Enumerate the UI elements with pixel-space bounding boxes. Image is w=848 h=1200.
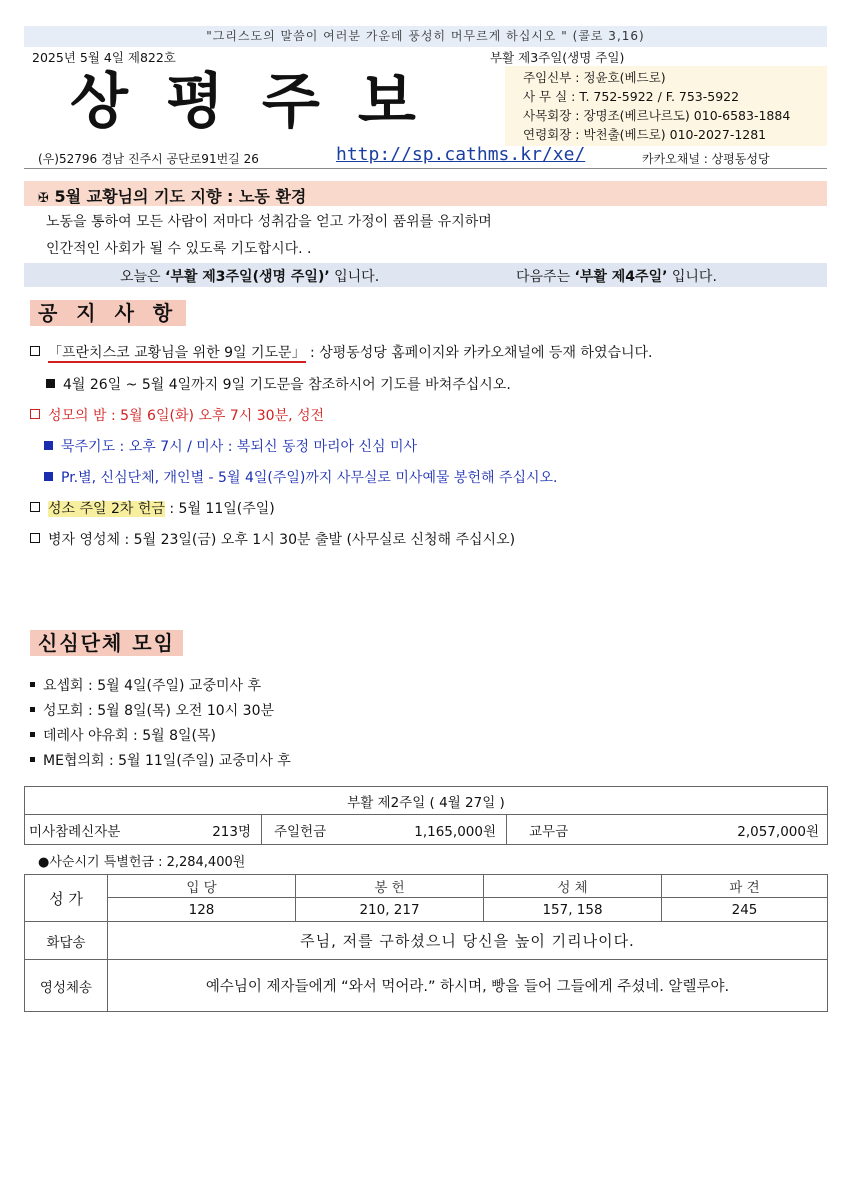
bullet-icon bbox=[44, 441, 53, 450]
notice-marian-sub1: 묵주기도 : 오후 7시 / 미사 : 복되신 동정 마리아 신심 미사 bbox=[44, 436, 417, 456]
intent-title: ✠ 5월 교황님의 기도 지향 : 노동 환경 bbox=[38, 187, 307, 206]
checkbox-icon bbox=[30, 346, 40, 356]
bulletin-title: 상평주보 bbox=[70, 67, 454, 137]
info-office: 사 무 실 : T. 752-5922 / F. 753-5922 bbox=[523, 89, 740, 104]
today-sunday: 오늘은 ‘부활 제3주일(생명 주일)’ 입니다. bbox=[120, 269, 380, 285]
song-col-communion: 성 체 bbox=[484, 875, 662, 898]
kakao-channel: 카카오채널 : 상평동성당 bbox=[642, 152, 770, 166]
groups-heading: 신심단체 모임 bbox=[30, 630, 183, 656]
tithe-label: 교무금 bbox=[507, 815, 651, 845]
notice-vocation: 성소 주일 2차 헌금 : 5월 11일(주일) bbox=[30, 498, 275, 518]
communion-label: 영성체송 bbox=[25, 960, 108, 1012]
next-sunday: 다음주는 ‘부활 제4주일’ 입니다. bbox=[516, 269, 717, 285]
communion-text: 예수님이 제자들에게 “와서 먹어라.” 하시며, 빵을 들어 그들에게 주셨네. 알렐루야. bbox=[108, 960, 828, 1012]
info-priest: 주임신부 : 정윤호(베드로) bbox=[523, 70, 666, 85]
info-funeral: 연령회장 : 박천출(베드로) 010-2027-1281 bbox=[523, 127, 767, 142]
song-entrance: 128 bbox=[108, 898, 296, 922]
offering-value: 1,165,000원 bbox=[385, 815, 507, 845]
psalm-text: 주님, 저를 구하셨으니 당신을 높이 기리나이다. bbox=[108, 922, 828, 960]
notice-sick-communion: 병자 영성체 : 5월 23일(금) 오후 1시 30분 출발 (사무실로 신청해 주십시오) bbox=[30, 529, 515, 549]
liturgical-sunday: 부활 제3주일(생명 주일) bbox=[490, 50, 625, 65]
group-item: 성모회 : 5월 8일(목) 오전 10시 30분 bbox=[30, 700, 274, 720]
group-item: 데레사 야유회 : 5월 8일(목) bbox=[30, 725, 216, 745]
special-offering: ●사순시기 특별헌금 : 2,284,400원 bbox=[38, 855, 246, 870]
notice-marian-sub2: Pr.별, 신심단체, 개인별 - 5월 4일(주일)까지 사무실로 미사예물 봉헌해 주십시오. bbox=[44, 467, 558, 487]
song-col-dismissal: 파 견 bbox=[662, 875, 828, 898]
psalm-label: 화답송 bbox=[25, 922, 108, 960]
songs-label: 성 가 bbox=[25, 875, 108, 922]
motto-banner: "그리스도의 말씀이 여러분 가운데 풍성히 머무르게 하십시오 " (콜로 3,16) bbox=[24, 26, 827, 47]
attendance-label: 미사참례신자분 bbox=[25, 815, 181, 845]
song-dismissal: 245 bbox=[662, 898, 828, 922]
song-col-offertory: 봉 헌 bbox=[296, 875, 484, 898]
bullet-icon bbox=[44, 472, 53, 481]
stats-table bbox=[24, 786, 828, 845]
cross-icon: ✠ bbox=[38, 191, 49, 206]
intent-line-1: 노동을 통하여 모든 사람이 저마다 성취감을 얻고 가정이 품위를 유지하며 bbox=[46, 214, 492, 230]
notice-prayer-sub: 4월 26일 ~ 5월 4일까지 9일 기도문을 참조하시어 기도를 바쳐주십시오. bbox=[46, 374, 511, 394]
song-col-entrance: 입 당 bbox=[108, 875, 296, 898]
bullet-icon bbox=[46, 379, 55, 388]
checkbox-icon bbox=[30, 533, 40, 543]
parish-info-box bbox=[505, 66, 827, 146]
group-item: ME협의회 : 5월 11일(주일) 교중미사 후 bbox=[30, 750, 291, 770]
checkbox-icon bbox=[30, 409, 40, 419]
homepage-link[interactable]: http://sp.cathms.kr/xe/ bbox=[336, 144, 586, 165]
song-offertory: 210, 217 bbox=[296, 898, 484, 922]
issue-date: 2025년 5월 4일 제822호 bbox=[32, 50, 176, 65]
group-item: 요셉회 : 5월 4일(주일) 교중미사 후 bbox=[30, 675, 261, 695]
stats-title: 부활 제2주일 ( 4월 27일 ) bbox=[25, 787, 828, 815]
notice-prayer: 「프란치스코 교황님을 위한 9일 기도문」 : 상평동성당 홈페이지와 카카오채널에 등재 하였습니다. bbox=[30, 342, 653, 362]
notice-marian-night: 성모의 밤 : 5월 6일(화) 오후 7시 30분, 성전 bbox=[30, 405, 324, 425]
tithe-value: 2,057,000원 bbox=[650, 815, 828, 845]
header-divider bbox=[24, 168, 827, 169]
prayer-doc-link[interactable]: 「프란치스코 교황님을 위한 9일 기도문」 bbox=[48, 345, 306, 361]
info-council: 사목회장 : 장명조(베르나르도) 010-6583-1884 bbox=[523, 108, 791, 123]
checkbox-icon bbox=[30, 502, 40, 512]
attendance-value: 213명 bbox=[180, 815, 262, 845]
intent-line-2: 인간적인 사회가 될 수 있도록 기도합시다. . bbox=[46, 241, 312, 257]
notices-heading: 공 지 사 항 bbox=[30, 300, 186, 326]
offering-label: 주일헌금 bbox=[262, 815, 386, 845]
song-communion: 157, 158 bbox=[484, 898, 662, 922]
parish-address: (우)52796 경남 진주시 공단로91번길 26 bbox=[38, 152, 259, 166]
songs-table bbox=[24, 874, 828, 1012]
